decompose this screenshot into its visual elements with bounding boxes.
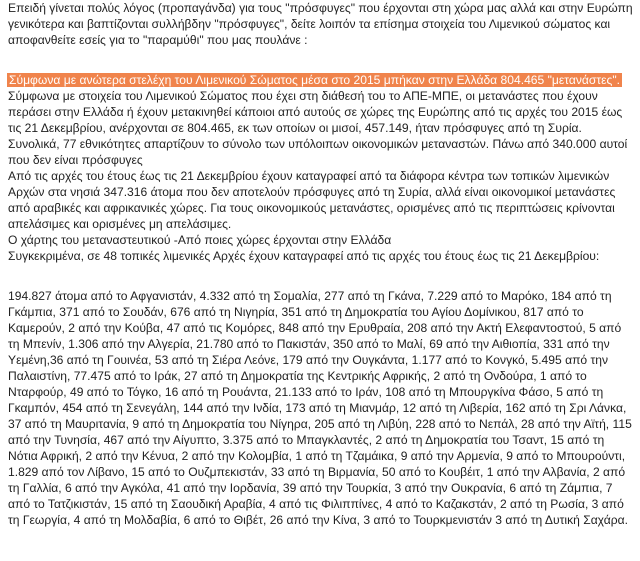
intro-paragraph: Επειδή γίνεται πολύς λόγος (προπαγάνδα) για τους "πρόσφυγες" που έρχονται στη χώρα μας αλλά και στην Ευρώπη γενικότερα και βαπτίζονται συλλήβδην "πρόσφυγες", δείτε λοιπόν τα επίσημα στοιχεία του Λιμενικού σώματος και αποφανθείτε εσείς για το "παραμύθι" που μας πουλάνε :: [8, 1, 633, 47]
map-heading: Ο χάρτης του μεταναστευτικού -Από ποιες χώρες έρχονται στην Ελλάδα: [8, 233, 392, 247]
economic-migrants-paragraph: Από τις αρχές του έτους έως τις 21 Δεκεμβρίου έχουν καταγραφεί από τα διάφορα κέντρα των τοπικών λιμενικών Αρχών στα νησιά 347.316 άτομα που δεν αποτελούν πρόσφυγες από τη Συρία, αλλά είναι οικονομικοί μετανάστες από αραβικές και αφρικανικές χώρες. Για τους οικονομικούς μετανάστες, ορισμένες από τις περιπτώσεις κρίνονται απελάσιμες και ορισμένες μη απελάσιμες.: [8, 169, 616, 231]
highlight-block: [0, 72, 640, 88]
stats-paragraph: Σύμφωνα με στοιχεία του Λιμενικού Σώματος που έχει στη διάθεσή του το ΑΠΕ-ΜΠΕ, οι μετανάστες που έχουν περάσει στην Ελλάδα ή έχουν μετακινηθεί κάποιοι από αυτούς σε χώρες της Ευρώπης από τις αρχές του 2015 έως τις 21 Δεκεμβρίου, ανέρχονται σε 804.465, εκ των οποίων οι μισοί, 457.149, ήταν πρόσφυγες από τη Συρία. Συνολικά, 77 εθνικότητες απαρτίζουν το σύνολο των υπόλοιπων οικονομικών μεταναστών. Πάνω από 340.000 αυτοί που δεν είναι πρόσφυγες: [8, 89, 628, 167]
spacer: [0, 264, 640, 288]
highlighted-text: Σύμφωνα με ανώτερα στελέχη του Λιμενικού Σώματος μέσα στο 2015 μπήκαν στην Ελλάδα 804.465 "μετανάστες".: [9, 73, 621, 87]
country-list: 194.827 άτομα από το Αφγανιστάν, 4.332 από τη Σομαλία, 277 από τη Γκάνα, 7.229 από το Μαρόκο, 184 από τη Γκάμπια, 371 από το Σουδάν, 676 από τη Νιγηρία, 351 από τη Δημοκρατία του Αγίου Δομίνικου, 817 από το Καμερούν, 2 από την Κούβα, 47 από τις Κομόρες, 848 από την Ερυθραία, 208 από την Ακτή Ελεφαντοστού, 5 από τη Μπενίν, 1.306 από την Αλγερία, 21.780 από το Πακιστάν, 350 από το Μαλί, 69 από την Αιθιοπία, 331 από την Υεμένη,36 από τη Γουινέα, 53 από τη Σιέρα Λεόνε, 179 από την Ουγκάντα, 1.177 από το Κονγκό, 5.495 από την Παλαιστίνη, 77.475 από το Ιράκ, 27 από τη Δημοκρατία της Κεντρικής Αφρικής, 2 από τη Ονδούρα, 1 από το Νταρφούρ, 49 από το Τόγκο, 16 από τη Ρουάντα, 21.133 από το Ιράν, 108 από τη Μπουργκίνα Φάσο, 5 από τη Γκαμπόν, 454 από τη Σενεγάλη, 144 από την Ινδία, 173 από τη Μιανμάρ, 12 από τη Λιβερία, 162 από τη Σρι Λάνκα, 37 από τη Μαυριτανία, 9 από τη Δημοκρατία του Νίγηρα, 205 από τη Λιβύη, 228 από το Νεπάλ, 28 από την Αϊτή, 115 από την Τυνησία, 467 από την Αίγυπτο, 3.375 από το Μπαγκλαντές, 2 από τη Δημοκρατία του Τσαντ, 15 από τη Νότια Αφρική, 2 από την Κένυα, 2 από την Κολομβία, 1 από τη Τζαμάικα, 9 από την Αρμενία, 9 από το Μπουρούντι, 1.829 από τον Λίβανο, 15 από το Ουζμπεκιστάν, 33 από τη Βιρμανία, 50 από το Κουβέιτ, 1 από την Αλβανία, 2 από τη Γαλλία, 6 από την Αγκόλα, 41 από την Ιορδανία, 39 από την Τουρκία, 3 από την Ουκρανία, 6 από τη Ζάμπια, 7 από το Τατζικιστάν, 15 από τη Σαουδική Αραβία, 4 από τις Φιλιππίνες, 4 από το Καζακστάν, 2 από τη Ρωσία, 3 από τη Γεωργία, 4 από τη Μολδαβία, 6 από το Θιβέτ, 26 από την Κίνα, 3 από το Τουρκμενιστάν 3 από τη Δυτική Σαχάρα.: [8, 289, 632, 527]
specifics-paragraph: Συγκεκριμένα, σε 48 τοπικές λιμενικές Αρχές έχουν καταγραφεί από τις αρχές του έτους έως τις 21 Δεκεμβρίου:: [8, 249, 600, 263]
